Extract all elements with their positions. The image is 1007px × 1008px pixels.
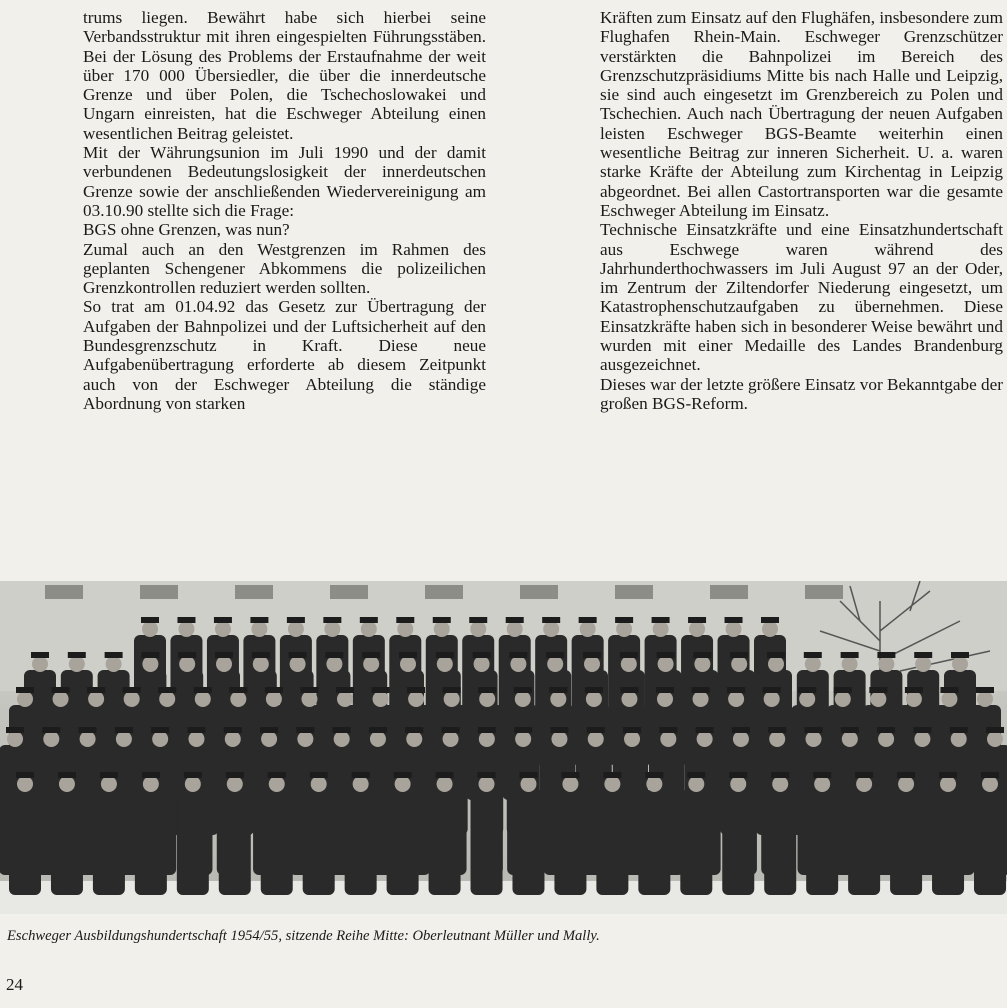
window [520,585,558,599]
person [219,772,251,895]
window [710,585,748,599]
person [345,772,377,895]
window [425,585,463,599]
window [805,585,843,599]
person [177,772,209,895]
group-photo [0,581,1007,914]
window [140,585,178,599]
window [330,585,368,599]
person [974,772,1006,895]
person [261,772,293,895]
person [932,772,964,895]
person [554,772,586,895]
paragraph: Dieses war der letzte größere Einsatz vor Bekanntgabe der großen BGS-Reform. [600,374,1003,413]
paragraph: So trat am 01.04.92 das Gesetz zur Übertragung der Aufgaben der Bahnpolizei und der Luftsicherheit auf den Bundesgrenzschutz in Kraft. Diese neue Aufgabenübertragung erforderte ab diesem Zeitpunkt auch von der Eschweger Abteilung die ständige Abordnung von starken [83,297,486,413]
person [471,772,503,895]
window [235,585,273,599]
person [848,772,880,895]
person [303,772,335,895]
person [512,772,544,895]
paragraph: Kräften zum Einsatz auf den Flughäfen, insbesondere zum Flughafen Rhein-Main. Eschweger Grenzschützer verstärkten die Bahnpolizei im Bereich des Grenzschutzpräsidiums Mitte bis nach Halle und Leipzig, sie sind auch eingesetzt im Grenzbereich zu Polen und Tschechien. Auch nach Übertragung der neuen Aufgaben leisten Eschweger BGS-Beamte weiterhin einen wesentliche Beitrag zur inneren Sicherheit. U. a. waren starke Kräfte der Abteilung zum Kirchentag in Leipzig abgeordnet. Bei allen Castortransporten war die gesamte Eschweger Abteilung im Einsatz. [600,8,1003,220]
paragraph: BGS ohne Grenzen, was nun? [83,220,290,240]
paragraph: Technische Einsatzkräfte und eine Einsatzhundertschaft aus Eschwege waren während des Jahrhunderthochwassers im Juli August 97 an der Oder, im Zentrum der Ziltendorfer Niederung eingesetzt, um Katastrophenschutzaufgaben zu übernehmen. Diese Einsatzkräfte haben sich in besonderer Weise bewährt und wurden mit einer Medaille des Landes Brandenburg ausgezeichnet. [600,220,1003,375]
person [806,772,838,895]
person [764,772,796,895]
person [638,772,670,895]
person [135,772,167,895]
building-windows [45,585,843,599]
person [93,772,125,895]
person [387,772,419,895]
paragraph: trums liegen. Bewährt habe sich hierbei seine Verbandsstruktur mit ihren eingespielten Führungsstäben. Bei der Lösung des Problems der Erstaufnahme der weit über 170 000 Übersiedler, die über die innerdeutsche Grenze und über Polen, die Tschechoslowakei und Ungarn einreisten, hat die Eschweger Abteilung einen wesentlichen Beitrag geleistet. [83,8,486,143]
window [45,585,83,599]
photo-caption: Eschweger Ausbildungshundertschaft 1954/55, sitzende Reihe Mitte: Oberleutnant Müller und Mally. [7,928,600,944]
person [9,772,41,895]
paragraph: Mit der Währungsunion im Juli 1990 und der damit verbundenen Bedeutungslosigkeit der innerdeutschen Grenze sowie der anschließenden Wiedervereinigung am 03.10.90 stellte sich die Frage: [83,143,486,220]
person [722,772,754,895]
group-photo-image [0,581,1007,914]
paragraph: Zumal auch an den Westgrenzen im Rahmen des geplanten Schengener Abkommens die polizeilichen Grenzkontrollen reduziert werden sollten. [83,239,486,298]
person [890,772,922,895]
person [51,772,83,895]
window [615,585,653,599]
right-text-column [600,8,1003,413]
page-number: 24 [6,975,23,994]
person [596,772,628,895]
person [680,772,712,895]
left-text-column [83,8,486,413]
person [429,772,461,895]
